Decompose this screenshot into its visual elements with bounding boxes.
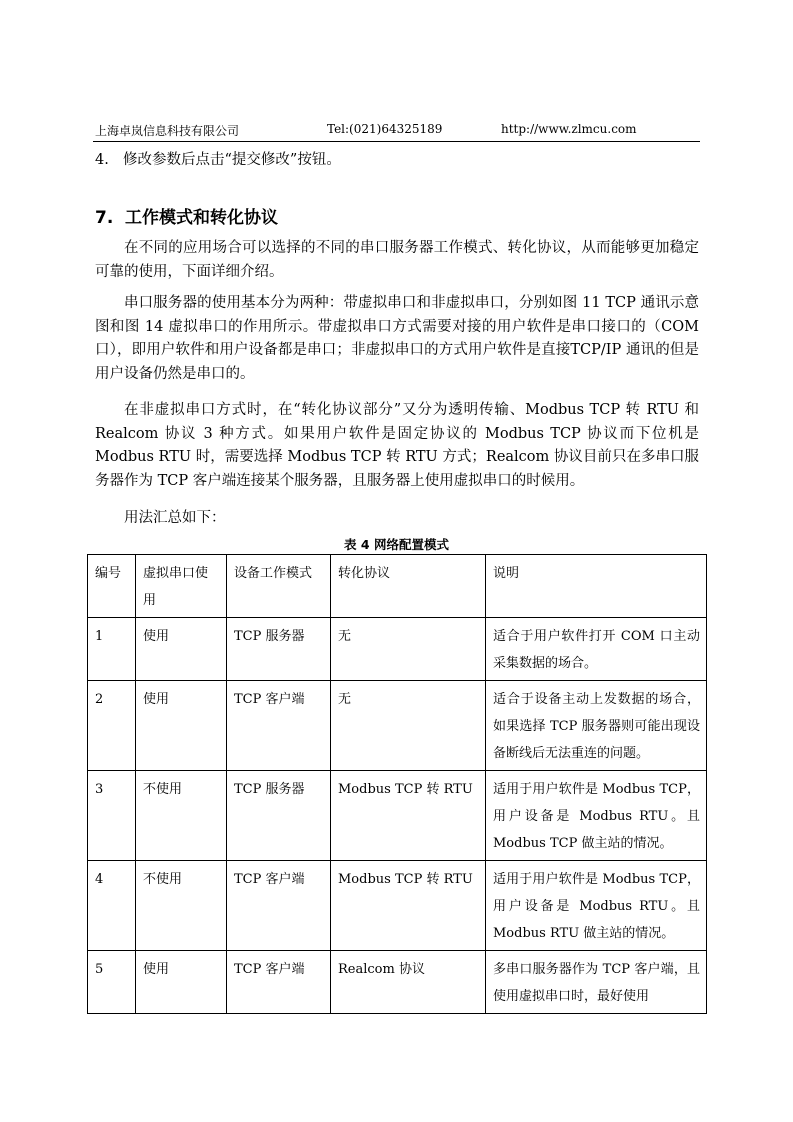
- cell-number: 2: [88, 681, 136, 771]
- cell-protocol: 无: [331, 681, 486, 771]
- header-cell-protocol: 转化协议: [331, 555, 486, 618]
- cell-description: 适合于用户软件打开 COM 口主动采集数据的场合。: [486, 618, 707, 681]
- header-tel: Tel:(021)64325189: [327, 122, 443, 136]
- cell-description: 适用于用户软件是 Modbus TCP，用户设备是 Modbus RTU。且 Modbus TCP 做主站的情况。: [486, 771, 707, 861]
- header-cell-work-mode: 设备工作模式: [227, 555, 331, 618]
- header-company: 上海卓岚信息科技有限公司: [95, 124, 240, 138]
- cell-protocol: Realcom 协议: [331, 951, 486, 1014]
- cell-protocol: Modbus TCP 转 RTU: [331, 771, 486, 861]
- cell-virtual-port: 使用: [136, 681, 227, 771]
- table-row: [88, 861, 707, 951]
- page-header: [93, 121, 700, 142]
- table-row: [88, 951, 707, 1014]
- cell-number: 3: [88, 771, 136, 861]
- paragraph-non-virtual: 在非虚拟串口方式时，在“转化协议部分”又分为透明传输、Modbus TCP 转 RTU 和 Realcom 协议 3 种方式。如果用户软件是固定协议的 Modbus TCP 协议而下位机是 Modbus RTU 时，需要选择 Modbus TCP 转 RTU 方式；Realcom 协议目前只在多串口服务器作为 TCP 客户端连接某个服务器，且服务器上使用虚拟串口的时候用。: [95, 402, 699, 489]
- cell-work-mode: TCP 客户端: [227, 951, 331, 1014]
- cell-number: 5: [88, 951, 136, 1014]
- cell-description: 适用于用户软件是 Modbus TCP，用户设备是 Modbus RTU。且 Modbus RTU 做主站的情况。: [486, 861, 707, 951]
- step-item: [95, 148, 341, 169]
- cell-virtual-port: 不使用: [136, 861, 227, 951]
- cell-virtual-port: 使用: [136, 951, 227, 1014]
- section-title-text: 工作模式和转化协议: [125, 208, 278, 228]
- header-cell-virtual-port: 虚拟串口使用: [136, 555, 227, 618]
- paragraph-intro: 在不同的应用场合可以选择的不同的串口服务器工作模式、转化协议，从而能够更加稳定可靠的使用，下面详细介绍。: [95, 240, 699, 280]
- paragraph-usage-types: 串口服务器的使用基本分为两种：带虚拟串口和非虚拟串口，分别如图 11 TCP 通讯示意图和图 14 虚拟串口的作用所示。带虚拟串口方式需要对接的用户软件是串口接口的（COM 口），即用户软件和用户设备都是串口；非虚拟串口的方式用户软件是直接TCP/IP 通讯的但是用户设备仍然是串口的。: [95, 295, 699, 382]
- cell-number: 4: [88, 861, 136, 951]
- cell-virtual-port: 不使用: [136, 771, 227, 861]
- cell-work-mode: TCP 客户端: [227, 861, 331, 951]
- section-number: 7.: [95, 208, 114, 228]
- header-url: http://www.zlmcu.com: [501, 122, 637, 136]
- network-config-table: [87, 554, 707, 1014]
- cell-number: 1: [88, 618, 136, 681]
- table-row: [88, 618, 707, 681]
- cell-virtual-port: 使用: [136, 618, 227, 681]
- cell-description: 适合于设备主动上发数据的场合，如果选择 TCP 服务器则可能出现设备断线后无法重连的问题。: [486, 681, 707, 771]
- table-row: [88, 681, 707, 771]
- section-title: [95, 203, 278, 228]
- cell-description: 多串口服务器作为 TCP 客户端，且使用虚拟串口时，最好使用: [486, 951, 707, 1014]
- cell-work-mode: TCP 服务器: [227, 771, 331, 861]
- cell-protocol: Modbus TCP 转 RTU: [331, 861, 486, 951]
- table-header-row: [88, 555, 707, 618]
- table-caption: 表 4 网络配置模式: [344, 537, 449, 552]
- step-text: 修改参数后点击“提交修改”按钮。: [123, 152, 341, 168]
- cell-protocol: 无: [331, 618, 486, 681]
- header-cell-description: 说明: [486, 555, 707, 618]
- cell-work-mode: TCP 客户端: [227, 681, 331, 771]
- step-number: 4.: [95, 152, 109, 168]
- paragraph-summary-lead: 用法汇总如下：: [124, 510, 226, 526]
- cell-work-mode: TCP 服务器: [227, 618, 331, 681]
- header-cell-number: 编号: [88, 555, 136, 618]
- table-row: [88, 771, 707, 861]
